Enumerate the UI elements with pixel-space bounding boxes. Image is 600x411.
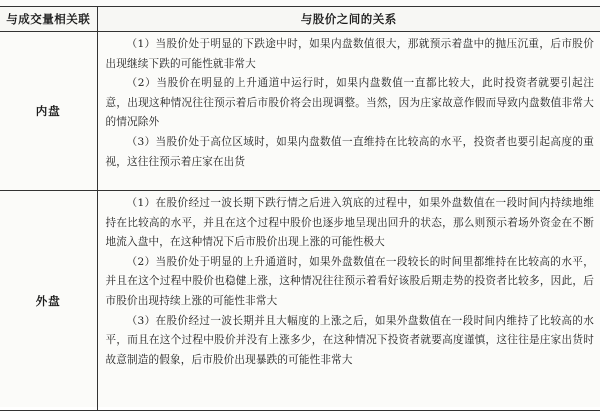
table-row-inner-volume (0, 32, 600, 191)
table-row-outer-volume (0, 191, 600, 411)
volume-price-relation-table (0, 6, 600, 411)
items-cell-inner-volume (97, 32, 600, 191)
header-related-to-volume: 与成交量相关联 (0, 7, 97, 32)
list-item: （3）当股价处于高位区域时，如果内盘数值一直维持在比较高的水平，投资者也要引起高度的重视，这往往预示着庄家在出货 (105, 135, 594, 168)
list-item: （2）当股价处于明显的上升通道时，如果外盘数值在一段较长的时间里都维持在比较高的水平，并且在这个过程中股价也稳健上涨，这种情况往往预示着看好该股后期走势的投资者比较多，因此，后市股价出现持续上涨的可能性非常大 (105, 255, 594, 307)
items-cell-outer-volume (97, 191, 600, 411)
list-item: （2）当股价在明显的上升通道中运行时，如果内盘数值一直都比较大，此时投资者就要引起注意，出现这种情况往往预示着后市股价将会出现调整。当然，因为庄家故意作假而导致内盘数值非常大的情况除外 (105, 77, 594, 129)
list-item: （3）在股价经过一波长期并且大幅度的上涨之后，如果外盘数值在一段时间内维持了比较高的水平，而且在这个过程中股价并没有上涨多少，在这种情况下投资者就要高度谨慎，这往往是庄家出货时故意制造的假象，后市股价出现暴跌的可能性非常大 (105, 314, 594, 366)
list-item: （1）在股价经过一波长期下跌行情之后进入筑底的过程中，如果外盘数值在一段时间内持续地维持在比较高的水平，并且在这个过程中股价也逐步地呈现出回升的状态，那么则预示着场外资金在不断地流入盘中，在这种情况下后市股价出现上涨的可能性极大 (105, 197, 594, 249)
category-cell-outer-volume: 外盘 (0, 191, 97, 411)
list-item: （1）当股价处于明显的下跌途中时，如果内盘数值很大，那就预示着盘中的抛压沉重，后市股价出现继续下跌的可能性就非常大 (105, 38, 594, 70)
category-cell-inner-volume: 内盘 (0, 32, 97, 191)
header-row (0, 7, 600, 32)
header-relation-with-price: 与股价之间的关系 (97, 7, 600, 32)
